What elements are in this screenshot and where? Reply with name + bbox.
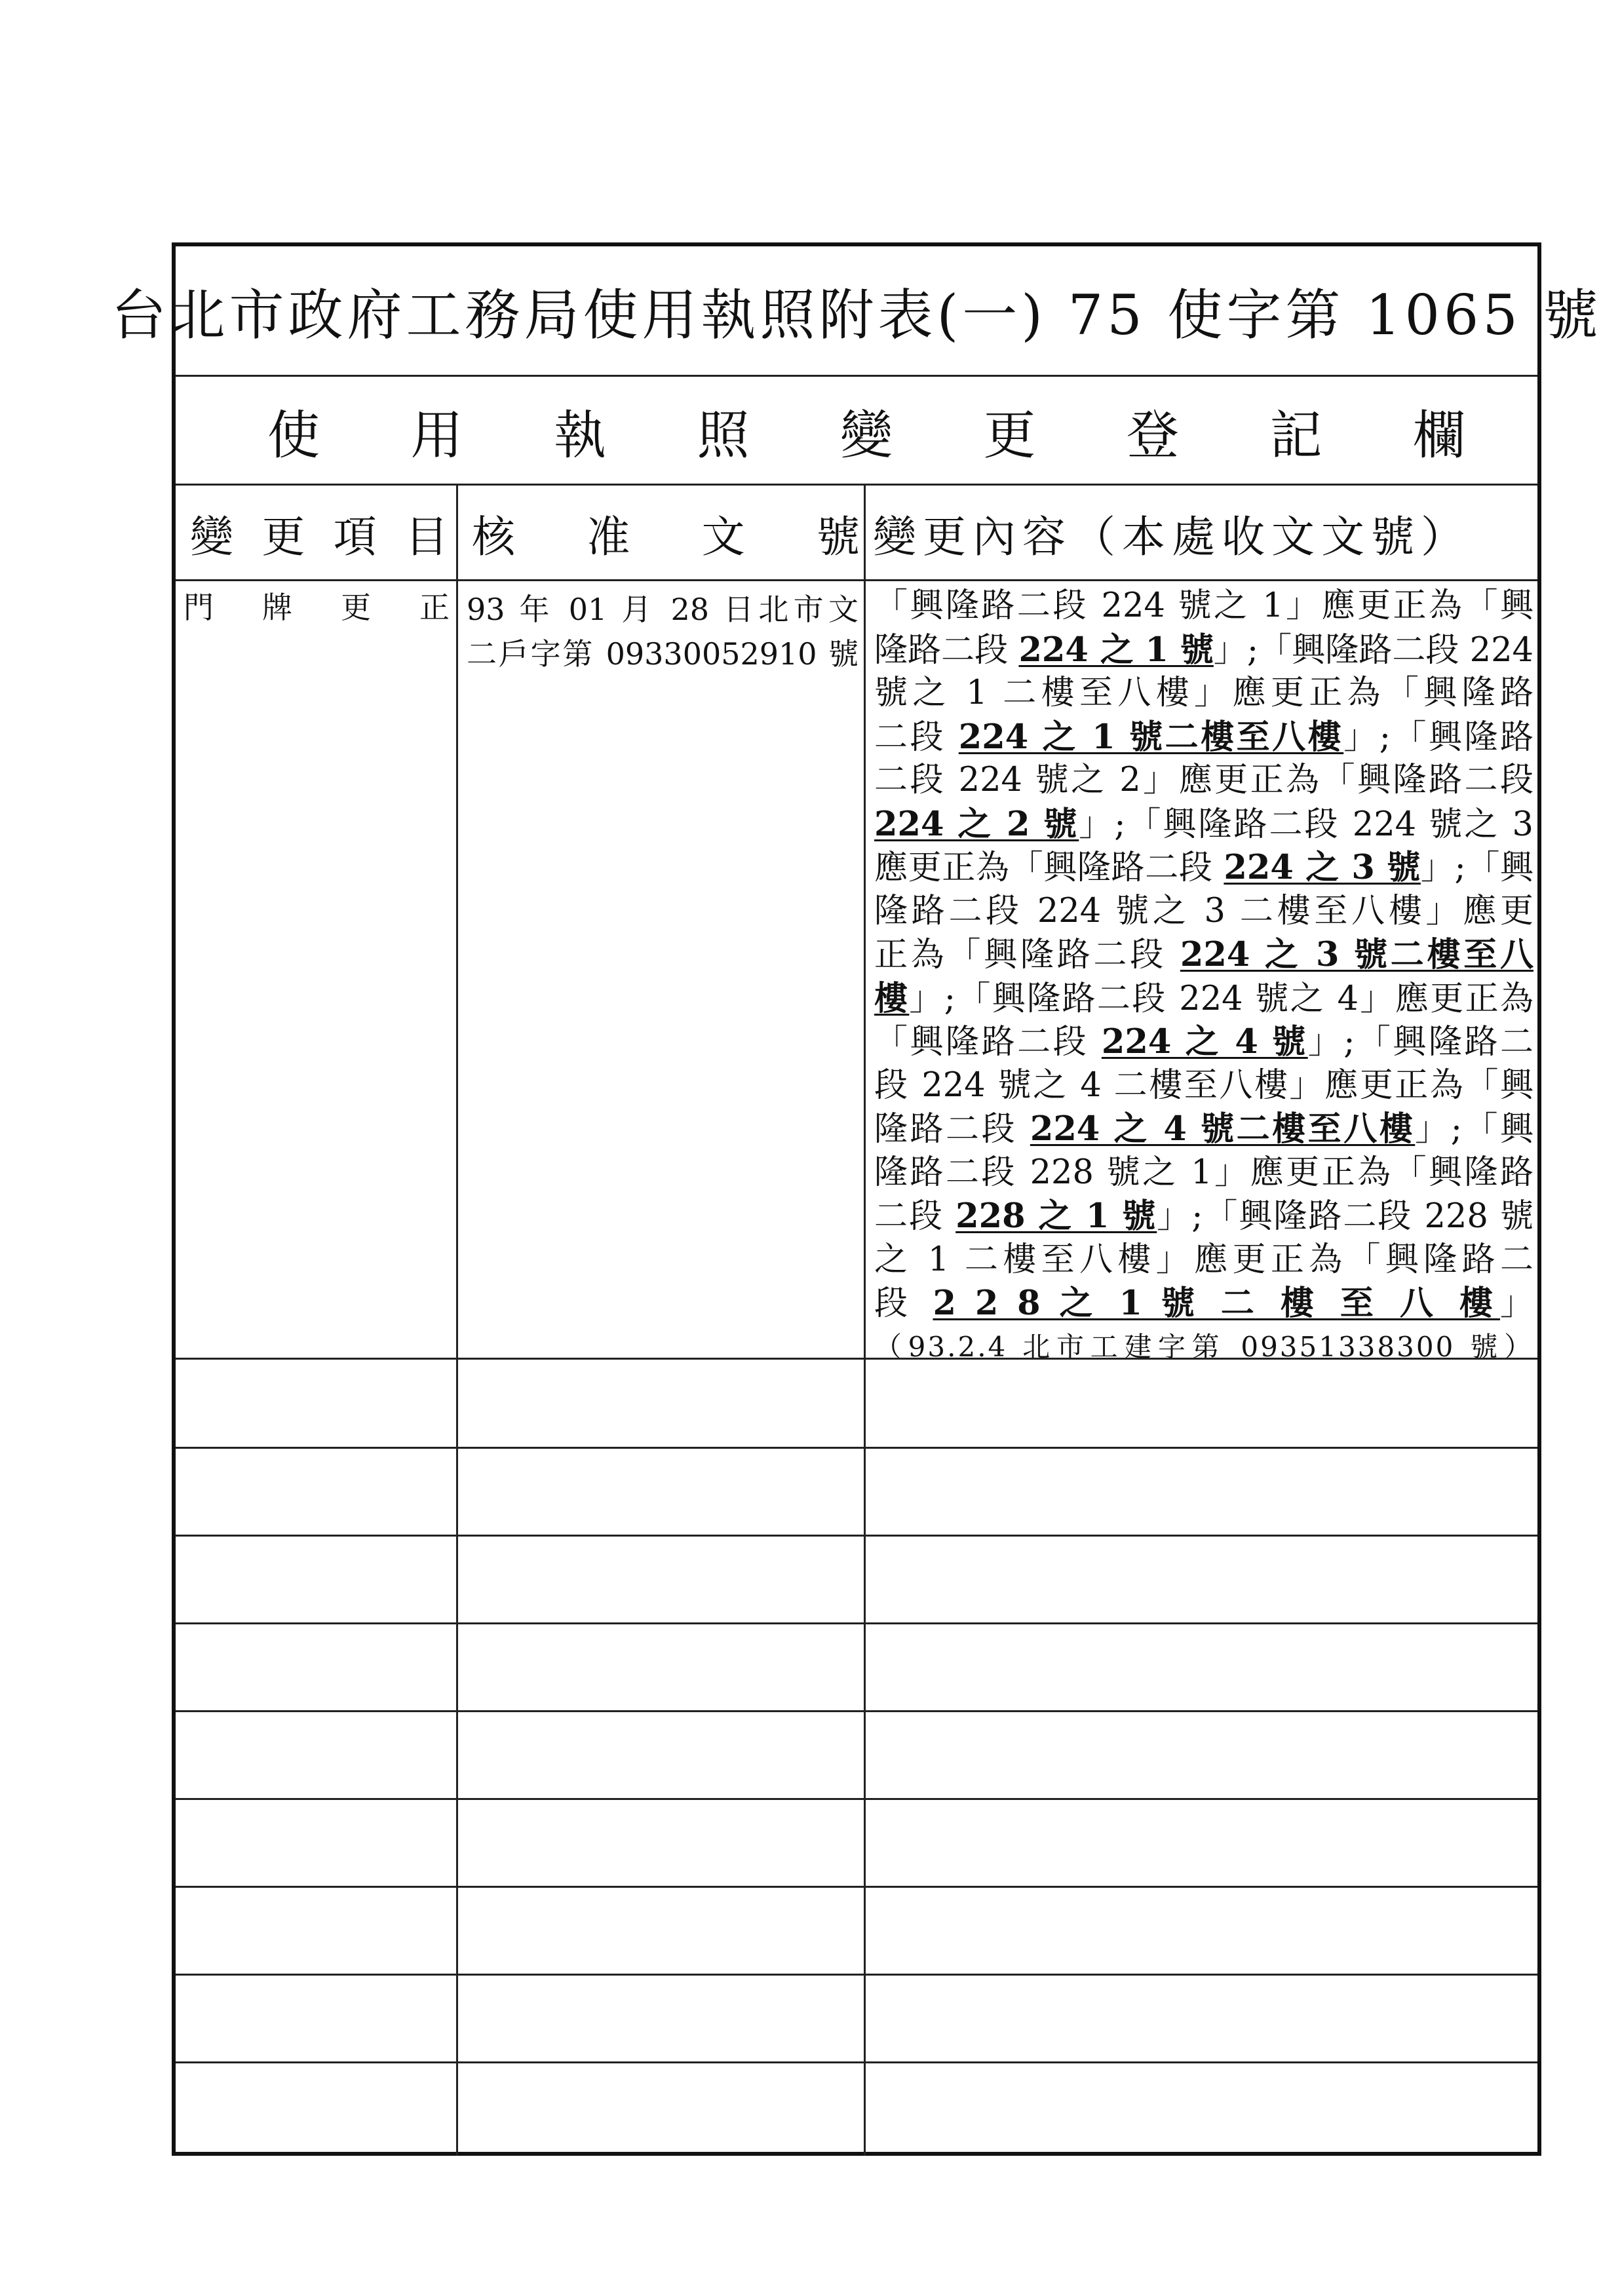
corrected-address: 224 之 3 號二樓至八 [1180,935,1533,974]
header-char: 准 [587,511,630,562]
content-segment: 「興隆路二段 [874,1023,1102,1062]
section-heading [176,377,1537,484]
content-segment: 應更正為「興隆路二段 [874,849,1224,887]
content-segment: 二段 [874,1197,956,1236]
row-divider [176,2061,1537,2063]
heading-char: 用 [410,404,463,466]
content-line [874,846,1533,890]
corrected-address: 228 之 1 號 [955,1196,1157,1236]
content-segment: 二段 224 號之 2」應更正為「興隆路二段 [874,761,1533,799]
content-line [874,933,1533,977]
content-segment: （93.2.4 北市工建字第 09351338300 號） [874,1330,1533,1363]
header-char: 變 [190,511,233,562]
heading-char: 使 [267,404,320,466]
content-segment: 」;「興隆路二段 224 [1213,630,1533,670]
corrected-address: 樓 [874,978,910,1018]
header-char: 號 [816,511,860,562]
item-char: 牌 [262,590,292,625]
heading-char: 照 [697,404,750,466]
content-line [874,890,1533,934]
corrected-address: 224 之 4 號 [1101,1022,1308,1062]
content-line [874,628,1533,672]
heading-char: 登 [1127,404,1179,466]
approval-line: 93 年 01 月 28 日北市文 [467,592,858,627]
heading-char: 欄 [1413,404,1465,466]
row1-change-item [176,582,456,630]
header-char: 核 [472,511,515,562]
content-segment: 隆路二段 [874,1110,1030,1149]
content-line [874,977,1533,1021]
corrected-address: 224 之 4 號二樓至八樓 [1030,1109,1416,1149]
content-line [874,1238,1533,1282]
row1-approval-number [460,582,864,676]
approval-line: 二戶字第 09330052910 號 [467,636,858,672]
content-segment: 隆路二段 [874,630,1019,670]
content-segment: 」;「興 [1415,1110,1533,1149]
content-segment: 」;「興隆路 [1343,718,1533,757]
item-char: 正 [419,590,450,625]
content-segment: 隆路二段 224 號之 3 二樓至八樓」應更 [874,891,1533,930]
corrected-address: 224 之 3 號 [1224,848,1421,887]
column-header-change-item [176,486,456,579]
content-segment: 之 1 二樓至八樓」應更正為「興隆路二 [874,1240,1533,1279]
corrected-address: 224 之 1 號 [1018,630,1214,670]
column-header-approval-number [460,486,864,579]
header-char: 文 [701,511,745,562]
content-line [874,1282,1533,1326]
heading-divider [176,484,1537,486]
column-divider-2 [864,484,866,2156]
corrected-address: 2 2 8 之 1 號 二 樓 至 八 樓 [933,1284,1500,1323]
content-line [874,759,1533,803]
content-segment: 」 [1499,1284,1533,1323]
content-segment: 號之 1 二樓至八樓」應更正為「興隆路 [874,674,1533,712]
content-segment: 正為「興隆路二段 [874,936,1180,974]
row-divider [176,1535,1537,1537]
item-char: 門 [183,590,214,625]
content-line [874,803,1533,847]
content-line [874,1195,1533,1238]
column-divider-1 [456,484,458,2156]
content-line [874,1064,1533,1108]
content-line [874,1326,1533,1369]
content-line [874,1020,1533,1064]
row-divider [176,1974,1537,1976]
row-divider [176,1886,1537,1888]
header-divider [176,579,1537,581]
row-divider [176,1358,1537,1360]
row-divider [176,1798,1537,1800]
header-char: 目 [404,511,448,562]
content-segment: 「興隆路二段 224 號之 1」應更正為「興 [874,586,1533,625]
heading-char: 更 [983,404,1036,466]
heading-char: 執 [554,404,606,466]
row-divider [176,1710,1537,1712]
content-line [874,1151,1533,1195]
row-divider [176,1447,1537,1449]
header-char: 項 [333,511,377,562]
header-char: 更 [261,511,305,562]
license-appendix-table [111,242,1602,2156]
row1-change-content [868,582,1537,1369]
heading-char: 變 [840,404,893,466]
corrected-address: 224 之 1 號二樓至八樓 [958,717,1344,757]
content-line [874,716,1533,759]
content-segment: 段 224 號之 4 二樓至八樓」應更正為「興 [874,1065,1533,1105]
content-segment: 段 [874,1284,933,1323]
content-segment: 二段 [874,718,959,757]
column-header-change-content: 變更內容（本處收文文號） [873,511,1471,562]
content-segment: 」;「興隆路二段 224 號之 4」應更正為 [909,979,1533,1018]
document-title: 台北市政府工務局使用執照附表(一) 75 使字第 1065 號 [111,282,1602,347]
content-segment: 」;「興隆路二段 224 號之 3 [1079,805,1533,844]
content-line [874,1107,1533,1151]
heading-char: 記 [1269,404,1322,466]
title-divider [176,375,1537,377]
content-segment: 隆路二段 228 號之 1」應更正為「興隆路 [874,1153,1533,1192]
row-divider [176,1622,1537,1624]
content-segment: 」;「興隆路二段 228 號 [1157,1197,1533,1236]
content-segment: 」;「興 [1420,849,1533,887]
content-line [874,584,1533,628]
corrected-address: 224 之 2 號 [874,804,1079,844]
item-char: 更 [341,590,371,625]
content-segment: 」;「興隆路二 [1307,1023,1533,1062]
content-line [874,672,1533,716]
